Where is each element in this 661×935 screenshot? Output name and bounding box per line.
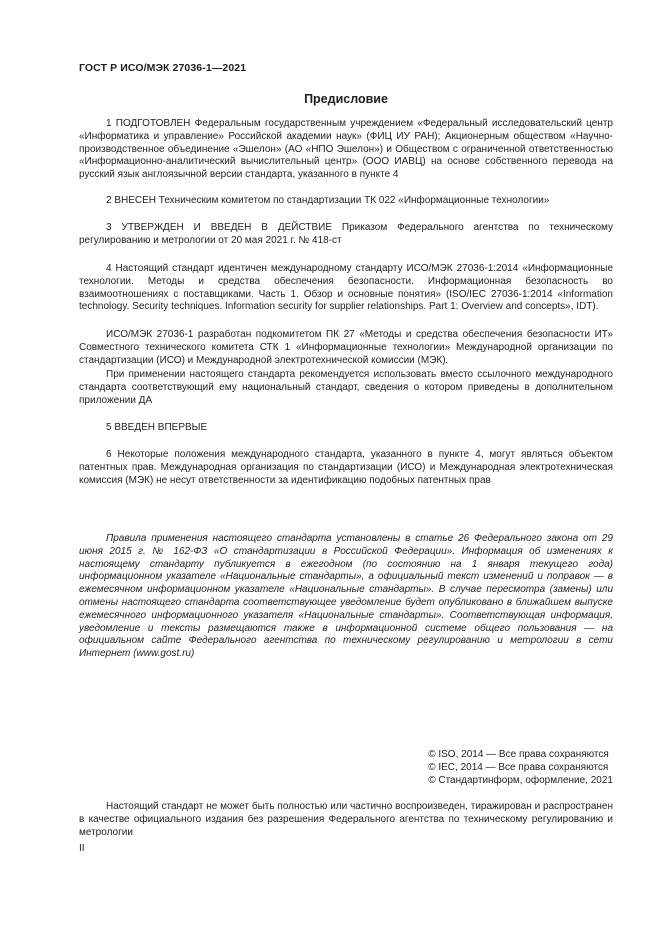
paragraph-prepared-by: 1 ПОДГОТОВЛЕН Федеральным государственным учреждением «Федеральный исследовательский центр «Информатика и управление» Российской академии наук» (ФИЦ ИУ РАН); Акционерным обществом «Научно-производственное объединение «Эшелон» (АО «НПО Эшелон») и Обществом с ограниченной ответственностью «Информационно-аналитический вычислительный центр» (ООО ИАВЦ) на основе собственного перевода на русский язык англоязычной версии стандарта, указанного в пункте 4 xyxy=(79,118,613,181)
paragraph-identical-standard: 4 Настоящий стандарт идентичен международному стандарту ИСО/МЭК 27036-1:2014 «Информационные технологии. Методы и средства обеспечения безопасности. Информационная безопасность во взаимоотношениях с поставщиками. Часть 1. Обзор и основные понятия» (ISO/IEC 27036-1:2014 «Information technology. Security techniques. Information security for supplier relationships. Part 1: Overview and concepts», IDT). xyxy=(79,263,613,313)
page-number: II xyxy=(79,843,85,854)
copyright-iso: © ISO, 2014 — Все права сохраняются xyxy=(428,749,609,760)
paragraph-developed-by: ИСО/МЭК 27036-1 разработан подкомитетом ПК 27 «Методы и средства обеспечения безопасности ИТ» Совместного технического комитета СТК 1 «Информационные технологии» Международной организации по стандартизации (ИСО) и Международной электротехнической комиссии (МЭК). xyxy=(79,329,613,366)
standard-code-header: ГОСТ Р ИСО/МЭК 27036-1—2021 xyxy=(79,62,247,74)
paragraph-application-rules: Правила применения настоящего стандарта установлены в статье 26 Федерального закона от 29 июня 2015 г. № 162-ФЗ «О стандартизации в Российской Федерации». Информация об изменениях к настоящему стандарту публикуется в ежегодном (по состоянию на 1 января текущего года) информационном указателе «Национальные стандарты», а официальный текст изменений и поправок — в ежемесячном информационном указателе «Национальные стандарты». В случае пересмотра (замены) или отмены настоящего стандарта соответствующее уведомление будет опубликовано в ближайшем выпуске ежемесячного информационного указателя «Национальные стандарты». Соответствующая информация, уведомление и тексты размещаются также в информационной системе общего пользования — на официальном сайте Федерального агентства по техническому регулированию и метрологии в сети Интернет (www.gost.ru) xyxy=(79,533,613,660)
paragraph-approved: 3 УТВЕРЖДЕН И ВВЕДЕН В ДЕЙСТВИЕ Приказом Федерального агентства по техническому регулированию и метрологии от 20 мая 2021 г. № 418-ст xyxy=(79,222,613,246)
paragraph-reproduction-notice: Настоящий стандарт не может быть полностью или частично воспроизведен, тиражирован и распространен в качестве официального издания без разрешения Федерального агентства по техническому регулированию и метрологии xyxy=(79,801,613,838)
copyright-block xyxy=(428,748,613,788)
paragraph-first-introduced: 5 ВВЕДЕН ВПЕРВЫЕ xyxy=(106,422,208,433)
copyright-standartinform: © Стандартинформ, оформление, 2021 xyxy=(428,775,613,787)
paragraph-submitted-by: 2 ВНЕСЕН Техническим комитетом по стандартизации ТК 022 «Информационные технологии» xyxy=(106,195,550,206)
paragraph-application-note: При применении настоящего стандарта рекомендуется использовать вместо ссылочного международного стандарта соответствующий ему национальный стандарт, сведения о котором приведены в дополнительном приложении ДА xyxy=(79,369,613,406)
page-title: Предисловие xyxy=(304,92,388,106)
copyright-iec: © IEC, 2014 — Все права сохраняются xyxy=(428,762,609,774)
paragraph-patent-rights: 6 Некоторые положения международного стандарта, указанного в пункте 4, могут являться объектом патентных прав. Международная организация по стандартизации (ИСО) и Международная электротехническая комиссия (МЭК) не несут ответственности за идентификацию подобных патентных прав xyxy=(79,449,613,486)
